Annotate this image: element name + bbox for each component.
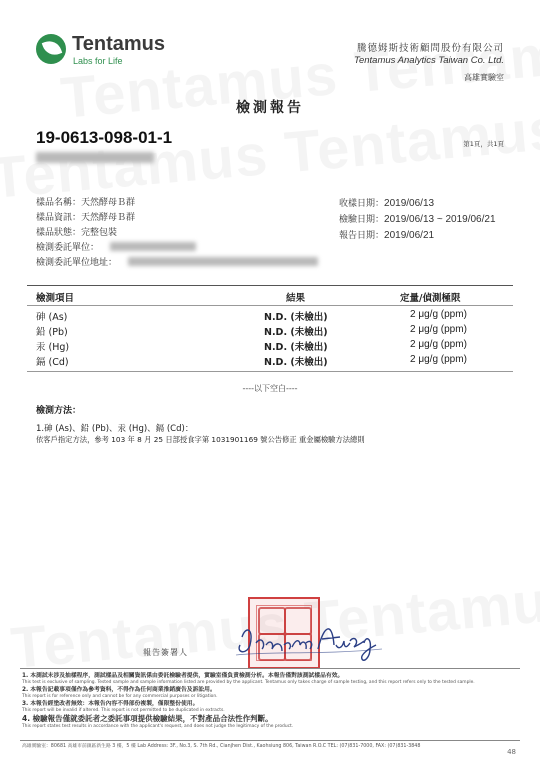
results-table <box>36 290 506 369</box>
note-en: This report will be invalid if altered. This report is not permitted to be duplicated in extracts. <box>22 708 225 713</box>
table-row <box>36 324 506 339</box>
footer-rule <box>20 668 520 669</box>
test-limit: 2 μg/g (ppm) <box>410 354 467 365</box>
table-bottom-rule <box>27 371 513 372</box>
table-row <box>36 354 506 369</box>
note-item <box>22 672 512 686</box>
test-result: N.D. (未檢出) <box>264 357 328 368</box>
test-item: 鉛 (Pb) <box>36 327 68 338</box>
received-date-label: 收樣日期： <box>339 199 385 209</box>
test-limit: 2 μg/g (ppm) <box>410 324 467 335</box>
dates-block <box>339 196 496 244</box>
method-line-1: 1.砷 (As)、鉛 (Pb)、汞 (Hg)、鎘 (Cd)： <box>36 424 194 434</box>
sample-info <box>36 196 135 271</box>
test-item: 鎘 (Cd) <box>36 357 69 368</box>
table-row <box>36 339 506 354</box>
handwritten-signature <box>232 615 392 665</box>
note-en: This test is exclusive of sampling. Tested sample and sample information listed are provided by the applicant. Tentamus only takes charge of sample testing, and this report refers only to the tested sample. <box>22 680 475 685</box>
sample-name-label: 樣品名稱： <box>36 198 82 208</box>
page-title: 檢測報告 <box>236 100 304 116</box>
company-name-en: Tentamus Analytics Taiwan Co. Ltd. <box>354 55 504 66</box>
header-test-item: 檢測項目 <box>36 293 75 304</box>
signer-label: 報告簽署人 <box>143 648 188 657</box>
report-number: 19-0613-098-01-1 <box>36 128 173 147</box>
table-top-rule <box>27 285 513 286</box>
received-date-value: 2019/06/13 <box>384 198 435 209</box>
redacted-client-address <box>128 257 318 266</box>
blank-marker: ----以下空白---- <box>242 384 298 393</box>
note-en: This report states test results in accordance with the applicant's request, and does not judge the legitimacy of the product. <box>22 724 294 729</box>
test-item: 汞 (Hg) <box>36 342 70 353</box>
test-limit: 2 μg/g (ppm) <box>410 309 467 320</box>
results-header-row <box>36 290 506 305</box>
sample-state-value: 完整包裝 <box>81 228 118 238</box>
note-zh: 4. 檢驗報告僅就委託者之委託事項提供檢驗結果，不對產品合法性作判斷。 <box>22 714 273 723</box>
note-zh: 2. 本報告記載事項僅作為參考資料，不得作為任何商業推銷廣告及訴訟用。 <box>22 687 216 693</box>
lab-address: 高雄實驗室：80681 高雄市前鎮區新生路 3 樓，5 樓 Lab Address: 3F., No.3, S. 7th Rd., Cianjhen Dist., Kaohsiung 806, Taiwan R.O.C TEL: (07)831-7000, FAX: (07)831-3848 <box>22 744 421 749</box>
note-item <box>22 686 512 700</box>
header-result: 結果 <box>286 293 306 304</box>
note-zh: 1. 本測試未涉及抽樣程序，測試樣品及相關資訊係由委託檢驗者提供，實驗室僅負責檢測分析。本報告僅對該測試樣品有效。 <box>22 673 344 679</box>
method-line-2: 依客戶指定方法，參考 103 年 8 月 25 日部授食字第 1031901169 號公告修正 重金屬檢驗方法總則 <box>36 435 365 444</box>
header-limit: 定量/偵測極限 <box>400 293 461 304</box>
test-limit: 2 μg/g (ppm) <box>410 339 467 350</box>
method-title: 檢測方法： <box>36 406 82 416</box>
note-zh: 3. 本報告經塗改者無效：本報告內容不得部份複製，僅限整份使用。 <box>22 701 199 707</box>
report-date-value: 2019/06/21 <box>384 230 435 241</box>
client-address-label: 檢測委託單位地址： <box>36 258 118 268</box>
leaf-icon <box>36 34 66 64</box>
test-item: 砷 (As) <box>36 312 68 323</box>
note-item <box>22 700 512 714</box>
sample-name-value: 天然酵母Ｂ群 <box>81 198 136 208</box>
brand-name: Tentamus <box>72 33 165 55</box>
report-date-label: 報告日期： <box>339 231 385 241</box>
company-block <box>354 40 504 83</box>
sample-detail-value: 天然酵母Ｂ群 <box>81 213 136 223</box>
note-en: This report is for reference only and cannot be for any commercial purposes or litigation. <box>22 694 218 699</box>
brand-tagline: Labs for Life <box>73 56 123 66</box>
note-item <box>22 714 512 730</box>
test-result: N.D. (未檢出) <box>264 342 328 353</box>
page-indicator: 第1頁，共1頁 <box>463 140 504 148</box>
sample-detail-label: 樣品資訊： <box>36 213 82 223</box>
test-date-value: 2019/06/13 ~ 2019/06/21 <box>384 214 496 225</box>
form-number: 48 <box>507 748 516 756</box>
test-result: N.D. (未檢出) <box>264 327 328 338</box>
client-label: 檢測委託單位： <box>36 243 100 253</box>
footer-bottom-rule <box>20 740 520 741</box>
test-date-label: 檢驗日期： <box>339 215 385 225</box>
table-row <box>36 309 506 324</box>
redacted-client <box>110 242 196 251</box>
test-result: N.D. (未檢出) <box>264 312 328 323</box>
company-name-zh: 騰德姆斯技術顧問股份有限公司 <box>356 43 504 54</box>
lab-name: 高雄實驗室 <box>464 73 504 82</box>
sample-state-label: 樣品狀態： <box>36 228 82 238</box>
redacted-client-name <box>36 152 154 163</box>
footer-notes <box>22 672 512 730</box>
